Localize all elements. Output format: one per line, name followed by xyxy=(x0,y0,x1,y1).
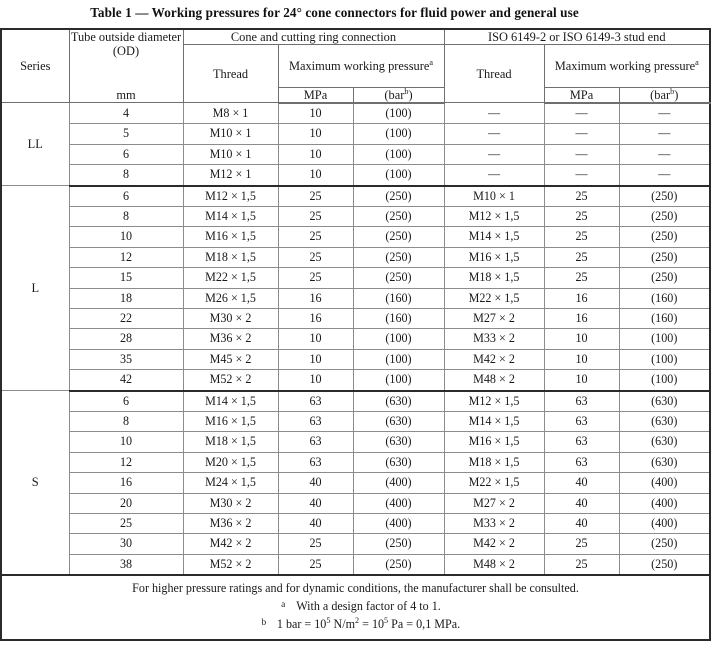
cell-thread-cone: M22 × 1,5 xyxy=(183,268,278,288)
footnote-b-part3: = 10 xyxy=(359,617,385,632)
table-footnotes xyxy=(1,575,710,639)
cell-tube-od: 8 xyxy=(69,412,183,432)
header-thread-cone xyxy=(183,45,278,103)
header-bar-iso-open: (bar xyxy=(650,87,671,102)
header-mpa-iso-label: MPa xyxy=(569,87,594,102)
cell-thread-cone: M10 × 1 xyxy=(183,144,278,164)
cell-bar-iso: (630) xyxy=(619,412,710,432)
footnote-b-exp3: 5 xyxy=(384,616,389,626)
cell-bar-iso: (160) xyxy=(619,288,710,308)
cell-tube-od: 30 xyxy=(69,534,183,554)
table-row xyxy=(1,247,710,267)
cell-thread-cone: M26 × 1,5 xyxy=(183,288,278,308)
cell-bar-iso: — xyxy=(619,144,710,164)
table-row xyxy=(1,144,710,164)
cell-bar-cone: (100) xyxy=(353,370,444,391)
table-row xyxy=(1,370,710,391)
cell-thread-iso: M16 × 1,5 xyxy=(444,247,544,267)
cell-mpa-cone: 25 xyxy=(278,206,353,226)
cell-thread-iso: M18 × 1,5 xyxy=(444,268,544,288)
table-row xyxy=(1,554,710,575)
cell-bar-iso: (250) xyxy=(619,554,710,575)
cell-thread-cone: M52 × 2 xyxy=(183,554,278,575)
cell-bar-iso: (100) xyxy=(619,370,710,391)
cell-bar-cone: (100) xyxy=(353,349,444,369)
cell-thread-cone: M10 × 1 xyxy=(183,124,278,144)
footnote-a-text: With a design factor of 4 to 1. xyxy=(296,599,441,614)
table-row xyxy=(1,412,710,432)
cell-mpa-iso: 40 xyxy=(544,493,619,513)
cell-thread-cone: M30 × 2 xyxy=(183,308,278,328)
cell-mpa-cone: 10 xyxy=(278,103,353,124)
table-row xyxy=(1,514,710,534)
cell-tube-od: 10 xyxy=(69,432,183,452)
table-row xyxy=(1,227,710,247)
cell-mpa-iso: 10 xyxy=(544,370,619,391)
footnote-b xyxy=(8,615,703,633)
cell-thread-cone: M18 × 1,5 xyxy=(183,247,278,267)
cell-bar-cone: (630) xyxy=(353,452,444,472)
cell-mpa-cone: 10 xyxy=(278,329,353,349)
cell-mpa-cone: 63 xyxy=(278,432,353,452)
series-cell: LL xyxy=(1,103,69,186)
table-row xyxy=(1,288,710,308)
table-row xyxy=(1,493,710,513)
footnote-general xyxy=(8,579,703,597)
cell-bar-cone: (100) xyxy=(353,124,444,144)
cell-bar-cone: (100) xyxy=(353,165,444,186)
cell-mpa-cone: 25 xyxy=(278,186,353,207)
cell-thread-iso: M10 × 1 xyxy=(444,186,544,207)
cell-bar-cone: (160) xyxy=(353,288,444,308)
footnote-a-marker: a xyxy=(281,600,286,611)
cell-mpa-cone: 63 xyxy=(278,391,353,412)
header-mpa-iso xyxy=(544,87,619,103)
header-group-cone-label: Cone and cutting ring connection xyxy=(230,30,397,44)
cell-thread-iso: M16 × 1,5 xyxy=(444,432,544,452)
cell-tube-od: 12 xyxy=(69,452,183,472)
cell-bar-cone: (250) xyxy=(353,268,444,288)
cell-tube-od: 35 xyxy=(69,349,183,369)
cell-bar-iso: — xyxy=(619,124,710,144)
cell-mpa-cone: 25 xyxy=(278,227,353,247)
cell-mpa-iso: 25 xyxy=(544,554,619,575)
cell-thread-iso: M42 × 2 xyxy=(444,349,544,369)
working-pressures-table xyxy=(0,28,711,641)
cell-mpa-iso: 63 xyxy=(544,452,619,472)
cell-bar-cone: (250) xyxy=(353,206,444,226)
header-series xyxy=(1,29,69,103)
cell-mpa-iso: — xyxy=(544,165,619,186)
cell-thread-iso: M12 × 1,5 xyxy=(444,391,544,412)
header-thread-cone-label: Thread xyxy=(212,66,249,81)
cell-mpa-iso: 40 xyxy=(544,473,619,493)
cell-bar-cone: (400) xyxy=(353,514,444,534)
cell-mpa-iso: 40 xyxy=(544,514,619,534)
cell-mpa-iso: 25 xyxy=(544,186,619,207)
cell-thread-iso: — xyxy=(444,165,544,186)
cell-mpa-iso: 25 xyxy=(544,534,619,554)
cell-bar-iso: (250) xyxy=(619,186,710,207)
cell-mpa-cone: 25 xyxy=(278,247,353,267)
header-bar-iso-footnote-ref: b xyxy=(670,86,675,96)
header-tube-od-label: Tube outside diameter (OD) xyxy=(70,30,182,59)
cell-bar-iso: (250) xyxy=(619,534,710,554)
cell-thread-cone: M12 × 1,5 xyxy=(183,186,278,207)
footnote-b-exp1: 5 xyxy=(326,616,331,626)
cell-mpa-iso: 63 xyxy=(544,412,619,432)
cell-tube-od: 28 xyxy=(69,329,183,349)
header-maxpressure-iso-footnote-ref: a xyxy=(695,57,699,67)
cell-bar-cone: (100) xyxy=(353,144,444,164)
cell-thread-cone: M18 × 1,5 xyxy=(183,432,278,452)
cell-thread-iso: M22 × 1,5 xyxy=(444,288,544,308)
cell-mpa-iso: 25 xyxy=(544,206,619,226)
cell-bar-iso: (250) xyxy=(619,268,710,288)
header-maxpressure-cone-label: Maximum working pressure xyxy=(288,58,430,73)
cell-tube-od: 5 xyxy=(69,124,183,144)
footnote-b-text xyxy=(277,618,460,630)
header-tube-od xyxy=(69,29,183,103)
cell-mpa-iso: 10 xyxy=(544,329,619,349)
header-maxpressure-cone-footnote-ref: a xyxy=(429,57,434,67)
cell-mpa-iso: 25 xyxy=(544,227,619,247)
cell-bar-iso: (250) xyxy=(619,247,710,267)
cell-thread-cone: M16 × 1,5 xyxy=(183,227,278,247)
header-maxpressure-iso xyxy=(544,45,710,88)
cell-mpa-iso: 63 xyxy=(544,432,619,452)
cell-bar-cone: (400) xyxy=(353,493,444,513)
cell-tube-od: 15 xyxy=(69,268,183,288)
table-row xyxy=(1,103,710,124)
cell-bar-cone: (100) xyxy=(353,329,444,349)
header-series-label: Series xyxy=(20,59,51,74)
cell-mpa-iso: 25 xyxy=(544,247,619,267)
cell-mpa-iso: — xyxy=(544,103,619,124)
cell-mpa-cone: 25 xyxy=(278,554,353,575)
cell-thread-iso: M42 × 2 xyxy=(444,534,544,554)
header-bar-cone xyxy=(353,87,444,103)
cell-thread-cone: M45 × 2 xyxy=(183,349,278,369)
cell-mpa-iso: 16 xyxy=(544,288,619,308)
cell-thread-iso: — xyxy=(444,103,544,124)
cell-bar-cone: (250) xyxy=(353,554,444,575)
header-maxpressure-iso-label: Maximum working pressure xyxy=(554,58,696,73)
cell-bar-iso: (400) xyxy=(619,514,710,534)
cell-bar-iso: (100) xyxy=(619,349,710,369)
page-title: Table 1 — Working pressures for 24° cone connectors for fluid power and general use xyxy=(90,5,579,20)
cell-thread-iso: M48 × 2 xyxy=(444,554,544,575)
cell-mpa-cone: 10 xyxy=(278,144,353,164)
cell-tube-od: 22 xyxy=(69,308,183,328)
cell-tube-od: 6 xyxy=(69,186,183,207)
cell-mpa-iso: 25 xyxy=(544,268,619,288)
cell-thread-cone: M52 × 2 xyxy=(183,370,278,391)
cell-thread-cone: M8 × 1 xyxy=(183,103,278,124)
footnote-a xyxy=(8,597,703,615)
cell-mpa-cone: 10 xyxy=(278,349,353,369)
table-row xyxy=(1,391,710,412)
cell-thread-cone: M16 × 1,5 xyxy=(183,412,278,432)
cell-mpa-cone: 25 xyxy=(278,268,353,288)
cell-thread-cone: M42 × 2 xyxy=(183,534,278,554)
header-bar-cone-open: (bar xyxy=(384,87,405,102)
cell-tube-od: 6 xyxy=(69,391,183,412)
table-row xyxy=(1,186,710,207)
table-head xyxy=(1,29,710,103)
cell-thread-cone: M24 × 1,5 xyxy=(183,473,278,493)
cell-thread-iso: M33 × 2 xyxy=(444,514,544,534)
cell-tube-od: 10 xyxy=(69,227,183,247)
header-thread-iso xyxy=(444,45,544,103)
cell-tube-od: 20 xyxy=(69,493,183,513)
cell-bar-iso: — xyxy=(619,103,710,124)
header-thread-iso-label: Thread xyxy=(476,66,512,81)
footnote-b-part1: 1 bar = 10 xyxy=(276,617,327,632)
header-group-iso-label: ISO 6149-2 or ISO 6149-3 stud end xyxy=(487,30,666,44)
cell-bar-cone: (160) xyxy=(353,308,444,328)
header-group-cone xyxy=(183,29,444,45)
footnotes-row xyxy=(1,575,710,639)
table-row xyxy=(1,534,710,554)
cell-tube-od: 4 xyxy=(69,103,183,124)
cell-bar-cone: (630) xyxy=(353,412,444,432)
cell-mpa-cone: 25 xyxy=(278,534,353,554)
cell-bar-iso: (400) xyxy=(619,493,710,513)
table-body xyxy=(1,103,710,575)
table-row xyxy=(1,329,710,349)
cell-bar-iso: (630) xyxy=(619,391,710,412)
cell-thread-cone: M30 × 2 xyxy=(183,493,278,513)
header-group-iso xyxy=(444,29,710,45)
cell-bar-cone: (400) xyxy=(353,473,444,493)
cell-tube-od: 12 xyxy=(69,247,183,267)
cell-mpa-iso: — xyxy=(544,124,619,144)
header-bar-cone-footnote-ref: b xyxy=(404,86,409,96)
cell-bar-cone: (250) xyxy=(353,247,444,267)
cell-mpa-iso: 16 xyxy=(544,308,619,328)
cell-tube-od: 8 xyxy=(69,206,183,226)
cell-mpa-iso: 10 xyxy=(544,349,619,369)
cell-bar-iso: — xyxy=(619,165,710,186)
cell-thread-iso: — xyxy=(444,144,544,164)
cell-tube-od: 16 xyxy=(69,473,183,493)
cell-thread-iso: M18 × 1,5 xyxy=(444,452,544,472)
cell-tube-od: 18 xyxy=(69,288,183,308)
cell-bar-iso: (250) xyxy=(619,206,710,226)
cell-mpa-cone: 16 xyxy=(278,288,353,308)
cell-tube-od: 42 xyxy=(69,370,183,391)
cell-thread-iso: M33 × 2 xyxy=(444,329,544,349)
cell-mpa-iso: 63 xyxy=(544,391,619,412)
header-tube-od-unit: mm xyxy=(116,88,136,103)
cell-thread-iso: M27 × 2 xyxy=(444,308,544,328)
cell-mpa-cone: 40 xyxy=(278,493,353,513)
cell-bar-cone: (250) xyxy=(353,534,444,554)
header-bar-iso xyxy=(619,87,710,103)
cell-thread-cone: M12 × 1 xyxy=(183,165,278,186)
header-row-1 xyxy=(1,29,710,45)
cell-bar-iso: (100) xyxy=(619,329,710,349)
cell-mpa-iso: — xyxy=(544,144,619,164)
cell-mpa-cone: 63 xyxy=(278,452,353,472)
cell-bar-cone: (100) xyxy=(353,103,444,124)
cell-thread-cone: M14 × 1,5 xyxy=(183,206,278,226)
table-row xyxy=(1,473,710,493)
header-maxpressure-cone xyxy=(278,45,444,88)
cell-thread-cone: M20 × 1,5 xyxy=(183,452,278,472)
header-mpa-cone xyxy=(278,87,353,103)
cell-bar-iso: (630) xyxy=(619,452,710,472)
cell-mpa-cone: 40 xyxy=(278,473,353,493)
cell-thread-cone: M36 × 2 xyxy=(183,514,278,534)
header-bar-iso-close: ) xyxy=(674,87,679,102)
cell-bar-cone: (250) xyxy=(353,186,444,207)
table-row xyxy=(1,308,710,328)
series-cell: S xyxy=(1,391,69,576)
cell-mpa-cone: 10 xyxy=(278,124,353,144)
cell-thread-iso: M14 × 1,5 xyxy=(444,412,544,432)
cell-thread-iso: M48 × 2 xyxy=(444,370,544,391)
cell-bar-cone: (630) xyxy=(353,432,444,452)
header-bar-cone-close: ) xyxy=(408,87,413,102)
series-cell: L xyxy=(1,186,69,391)
cell-mpa-cone: 63 xyxy=(278,412,353,432)
cell-thread-iso: M27 × 2 xyxy=(444,493,544,513)
table-row xyxy=(1,206,710,226)
cell-thread-iso: — xyxy=(444,124,544,144)
cell-bar-iso: (160) xyxy=(619,308,710,328)
footnote-b-part4: Pa = 0,1 MPa. xyxy=(388,617,461,632)
table-row xyxy=(1,124,710,144)
cell-thread-iso: M12 × 1,5 xyxy=(444,206,544,226)
footnote-b-marker: b xyxy=(261,618,267,629)
cell-mpa-cone: 10 xyxy=(278,165,353,186)
cell-bar-iso: (250) xyxy=(619,227,710,247)
footnote-b-exp2: 2 xyxy=(354,616,360,626)
footnote-b-part2: N/m xyxy=(330,617,355,632)
table-row xyxy=(1,432,710,452)
cell-bar-cone: (630) xyxy=(353,391,444,412)
cell-thread-cone: M14 × 1,5 xyxy=(183,391,278,412)
cell-thread-cone: M36 × 2 xyxy=(183,329,278,349)
cell-tube-od: 25 xyxy=(69,514,183,534)
table-row xyxy=(1,165,710,186)
cell-bar-iso: (630) xyxy=(619,432,710,452)
cell-tube-od: 6 xyxy=(69,144,183,164)
cell-bar-cone: (250) xyxy=(353,227,444,247)
footnotes-cell xyxy=(1,575,710,639)
cell-mpa-cone: 40 xyxy=(278,514,353,534)
cell-bar-iso: (400) xyxy=(619,473,710,493)
cell-thread-iso: M14 × 1,5 xyxy=(444,227,544,247)
footnote-general-text: For higher pressure ratings and for dynamic conditions, the manufacturer shall be consulted. xyxy=(132,581,579,596)
cell-thread-iso: M22 × 1,5 xyxy=(444,473,544,493)
table-row xyxy=(1,349,710,369)
cell-mpa-cone: 10 xyxy=(278,370,353,391)
cell-mpa-cone: 16 xyxy=(278,308,353,328)
cell-tube-od: 38 xyxy=(69,554,183,575)
cell-tube-od: 8 xyxy=(69,165,183,186)
header-mpa-cone-label: MPa xyxy=(303,87,328,102)
table-row xyxy=(1,268,710,288)
table-row xyxy=(1,452,710,472)
